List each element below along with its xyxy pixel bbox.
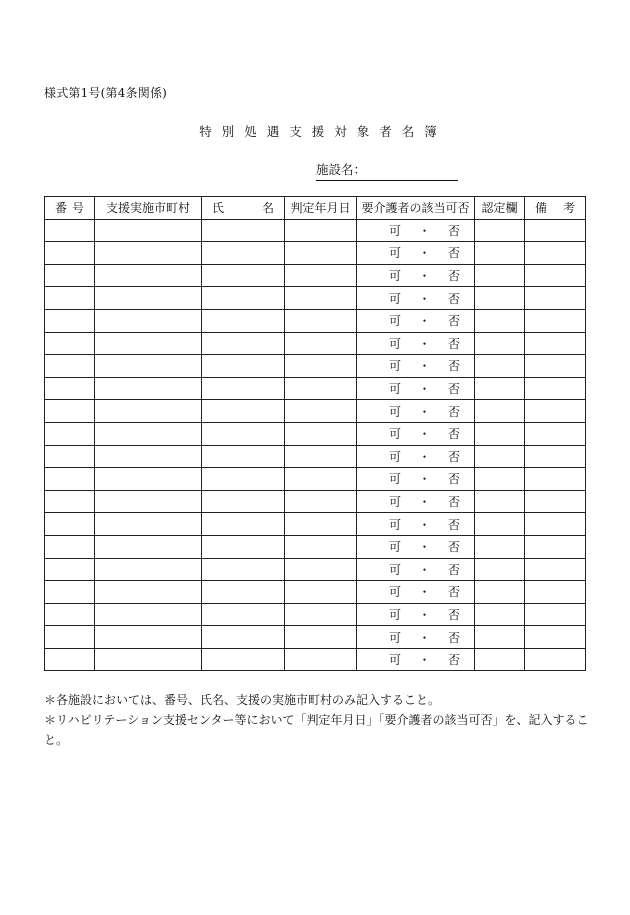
cell-approval[interactable] <box>475 355 525 378</box>
option-yes[interactable]: 可 <box>389 472 402 487</box>
cell-eligibility[interactable] <box>357 219 475 242</box>
table-row <box>45 626 586 649</box>
header-name: 氏 名 <box>202 197 285 220</box>
option-separator: ・ <box>418 607 431 622</box>
cell-date[interactable] <box>285 264 357 287</box>
table-row <box>45 558 586 581</box>
cell-date[interactable] <box>285 422 357 445</box>
cell-approval[interactable] <box>475 332 525 355</box>
option-no[interactable]: 否 <box>447 269 460 284</box>
cell-eligibility[interactable] <box>357 287 475 310</box>
table-row <box>45 377 586 400</box>
table-row <box>45 490 586 513</box>
option-yes[interactable]: 可 <box>389 404 402 419</box>
cell-date[interactable] <box>285 355 357 378</box>
table-row <box>45 264 586 287</box>
cell-number[interactable] <box>45 445 95 468</box>
option-separator: ・ <box>418 517 431 532</box>
cell-municipality[interactable] <box>95 468 202 491</box>
cell-remarks[interactable] <box>525 445 586 468</box>
header-eligibility: 要介護者の該当可否 <box>357 197 475 220</box>
cell-name[interactable] <box>202 626 285 649</box>
eligibility-options <box>357 493 474 510</box>
table-row <box>45 219 586 242</box>
table-row <box>45 309 586 332</box>
table-row <box>45 242 586 265</box>
cell-name[interactable] <box>202 219 285 242</box>
document-title: 特別処遇支援対象者名簿 <box>199 124 447 139</box>
table-row <box>45 581 586 604</box>
note-1: ＊各施設においては、番号、氏名、支援の実施市町村のみ記入すること。 <box>44 693 441 707</box>
table-header-row <box>45 197 586 220</box>
cell-approval[interactable] <box>475 377 525 400</box>
cell-date[interactable] <box>285 332 357 355</box>
option-no[interactable]: 否 <box>447 495 460 510</box>
cell-number[interactable] <box>45 332 95 355</box>
cell-municipality[interactable] <box>95 490 202 513</box>
header-date: 判定年月日 <box>285 197 357 220</box>
cell-eligibility[interactable] <box>357 264 475 287</box>
eligibility-options <box>357 516 474 533</box>
cell-approval[interactable] <box>475 626 525 649</box>
option-yes[interactable]: 可 <box>389 653 402 668</box>
option-no[interactable]: 否 <box>447 404 460 419</box>
option-separator: ・ <box>418 540 431 555</box>
cell-name[interactable] <box>202 445 285 468</box>
cell-date[interactable] <box>285 377 357 400</box>
cell-approval[interactable] <box>475 558 525 581</box>
facility-name-label: 施設名： <box>316 162 367 177</box>
cell-name[interactable] <box>202 648 285 671</box>
cell-name[interactable] <box>202 581 285 604</box>
option-yes[interactable]: 可 <box>389 291 402 306</box>
option-no[interactable]: 否 <box>447 630 460 645</box>
option-separator: ・ <box>418 336 431 351</box>
cell-municipality[interactable] <box>95 603 202 626</box>
option-yes[interactable]: 可 <box>389 585 402 600</box>
eligibility-options <box>357 403 474 420</box>
cell-name[interactable] <box>202 400 285 423</box>
cell-remarks[interactable] <box>525 513 586 536</box>
cell-remarks[interactable] <box>525 422 586 445</box>
cell-name[interactable] <box>202 287 285 310</box>
cell-approval[interactable] <box>475 219 525 242</box>
table-row <box>45 535 586 558</box>
cell-date[interactable] <box>285 242 357 265</box>
table-row <box>45 445 586 468</box>
cell-eligibility[interactable] <box>357 626 475 649</box>
cell-eligibility[interactable] <box>357 332 475 355</box>
option-separator: ・ <box>418 630 431 645</box>
cell-date[interactable] <box>285 581 357 604</box>
form-reference: 様式第1号(第4条関係) <box>44 86 168 100</box>
table-row <box>45 422 586 445</box>
cell-remarks[interactable] <box>525 603 586 626</box>
cell-number[interactable] <box>45 264 95 287</box>
option-separator: ・ <box>418 653 431 668</box>
option-yes[interactable]: 可 <box>389 449 402 464</box>
cell-remarks[interactable] <box>525 242 586 265</box>
option-separator: ・ <box>418 495 431 510</box>
cell-number[interactable] <box>45 242 95 265</box>
cell-number[interactable] <box>45 581 95 604</box>
eligibility-options <box>357 651 474 668</box>
option-no[interactable]: 否 <box>447 653 460 668</box>
option-yes[interactable]: 可 <box>389 607 402 622</box>
cell-name[interactable] <box>202 513 285 536</box>
roster-table <box>44 196 586 671</box>
cell-approval[interactable] <box>475 603 525 626</box>
cell-approval[interactable] <box>475 287 525 310</box>
option-separator: ・ <box>418 404 431 419</box>
eligibility-options <box>357 335 474 352</box>
cell-eligibility[interactable] <box>357 581 475 604</box>
cell-number[interactable] <box>45 603 95 626</box>
cell-date[interactable] <box>285 513 357 536</box>
cell-name[interactable] <box>202 535 285 558</box>
option-yes[interactable]: 可 <box>389 427 402 442</box>
option-yes[interactable]: 可 <box>389 359 402 374</box>
cell-municipality[interactable] <box>95 377 202 400</box>
cell-number[interactable] <box>45 626 95 649</box>
table-row <box>45 513 586 536</box>
cell-approval[interactable] <box>475 400 525 423</box>
cell-number[interactable] <box>45 468 95 491</box>
option-no[interactable]: 否 <box>447 336 460 351</box>
cell-municipality[interactable] <box>95 400 202 423</box>
cell-remarks[interactable] <box>525 558 586 581</box>
cell-eligibility[interactable] <box>357 603 475 626</box>
option-no[interactable]: 否 <box>447 291 460 306</box>
table-row <box>45 355 586 378</box>
option-no[interactable]: 否 <box>447 314 460 329</box>
option-no[interactable]: 否 <box>447 246 460 261</box>
cell-name[interactable] <box>202 242 285 265</box>
cell-approval[interactable] <box>475 648 525 671</box>
table-row <box>45 648 586 671</box>
cell-approval[interactable] <box>475 422 525 445</box>
cell-date[interactable] <box>285 490 357 513</box>
eligibility-options <box>357 629 474 646</box>
cell-number[interactable] <box>45 535 95 558</box>
cell-date[interactable] <box>285 445 357 468</box>
cell-eligibility[interactable] <box>357 513 475 536</box>
cell-name[interactable] <box>202 490 285 513</box>
option-yes[interactable]: 可 <box>389 223 402 238</box>
table-row <box>45 332 586 355</box>
cell-approval[interactable] <box>475 445 525 468</box>
cell-number[interactable] <box>45 309 95 332</box>
option-separator: ・ <box>418 246 431 261</box>
option-no[interactable]: 否 <box>447 449 460 464</box>
cell-remarks[interactable] <box>525 377 586 400</box>
cell-eligibility[interactable] <box>357 490 475 513</box>
cell-number[interactable] <box>45 513 95 536</box>
cell-municipality[interactable] <box>95 264 202 287</box>
option-separator: ・ <box>418 449 431 464</box>
cell-approval[interactable] <box>475 468 525 491</box>
option-yes[interactable]: 可 <box>389 336 402 351</box>
cell-remarks[interactable] <box>525 490 586 513</box>
cell-municipality[interactable] <box>95 581 202 604</box>
header-approval: 認定欄 <box>475 197 525 220</box>
eligibility-options <box>357 380 474 397</box>
cell-remarks[interactable] <box>525 626 586 649</box>
cell-municipality[interactable] <box>95 287 202 310</box>
cell-name[interactable] <box>202 309 285 332</box>
option-no[interactable]: 否 <box>447 585 460 600</box>
option-yes[interactable]: 可 <box>389 269 402 284</box>
cell-name[interactable] <box>202 332 285 355</box>
cell-name[interactable] <box>202 355 285 378</box>
cell-municipality[interactable] <box>95 445 202 468</box>
table-row <box>45 603 586 626</box>
cell-name[interactable] <box>202 264 285 287</box>
cell-number[interactable] <box>45 558 95 581</box>
cell-approval[interactable] <box>475 581 525 604</box>
table-row <box>45 287 586 310</box>
cell-number[interactable] <box>45 648 95 671</box>
cell-date[interactable] <box>285 626 357 649</box>
option-separator: ・ <box>418 585 431 600</box>
cell-municipality[interactable] <box>95 332 202 355</box>
eligibility-options <box>357 244 474 261</box>
cell-approval[interactable] <box>475 513 525 536</box>
cell-approval[interactable] <box>475 309 525 332</box>
cell-eligibility[interactable] <box>357 535 475 558</box>
cell-remarks[interactable] <box>525 355 586 378</box>
option-separator: ・ <box>418 562 431 577</box>
cell-approval[interactable] <box>475 264 525 287</box>
notes <box>44 690 589 750</box>
option-no[interactable]: 否 <box>447 562 460 577</box>
option-no[interactable]: 否 <box>447 540 460 555</box>
cell-remarks[interactable] <box>525 287 586 310</box>
option-no[interactable]: 否 <box>447 472 460 487</box>
table-row <box>45 468 586 491</box>
cell-remarks[interactable] <box>525 400 586 423</box>
eligibility-options <box>357 538 474 555</box>
cell-municipality[interactable] <box>95 309 202 332</box>
cell-remarks[interactable] <box>525 332 586 355</box>
header-remarks: 備 考 <box>525 197 586 220</box>
option-separator: ・ <box>418 427 431 442</box>
option-separator: ・ <box>418 472 431 487</box>
cell-date[interactable] <box>285 648 357 671</box>
option-no[interactable]: 否 <box>447 382 460 397</box>
option-no[interactable]: 否 <box>447 359 460 374</box>
cell-date[interactable] <box>285 219 357 242</box>
cell-remarks[interactable] <box>525 535 586 558</box>
cell-date[interactable] <box>285 400 357 423</box>
cell-name[interactable] <box>202 422 285 445</box>
option-no[interactable]: 否 <box>447 607 460 622</box>
cell-name[interactable] <box>202 558 285 581</box>
option-no[interactable]: 否 <box>447 427 460 442</box>
eligibility-options <box>357 606 474 623</box>
table-row <box>45 400 586 423</box>
cell-date[interactable] <box>285 535 357 558</box>
eligibility-options <box>357 267 474 284</box>
cell-date[interactable] <box>285 468 357 491</box>
cell-eligibility[interactable] <box>357 400 475 423</box>
option-yes[interactable]: 可 <box>389 540 402 555</box>
option-separator: ・ <box>418 314 431 329</box>
cell-name[interactable] <box>202 468 285 491</box>
cell-eligibility[interactable] <box>357 309 475 332</box>
cell-municipality[interactable] <box>95 219 202 242</box>
cell-eligibility[interactable] <box>357 648 475 671</box>
eligibility-options <box>357 583 474 600</box>
eligibility-options <box>357 448 474 465</box>
option-yes[interactable]: 可 <box>389 517 402 532</box>
cell-approval[interactable] <box>475 535 525 558</box>
eligibility-options <box>357 425 474 442</box>
cell-number[interactable] <box>45 219 95 242</box>
cell-municipality[interactable] <box>95 558 202 581</box>
option-yes[interactable]: 可 <box>389 562 402 577</box>
cell-eligibility[interactable] <box>357 468 475 491</box>
eligibility-options <box>357 312 474 329</box>
cell-eligibility[interactable] <box>357 422 475 445</box>
cell-eligibility[interactable] <box>357 377 475 400</box>
cell-municipality[interactable] <box>95 648 202 671</box>
cell-municipality[interactable] <box>95 513 202 536</box>
option-no[interactable]: 否 <box>447 223 460 238</box>
option-yes[interactable]: 可 <box>389 246 402 261</box>
cell-number[interactable] <box>45 490 95 513</box>
cell-municipality[interactable] <box>95 626 202 649</box>
option-yes[interactable]: 可 <box>389 495 402 510</box>
cell-name[interactable] <box>202 377 285 400</box>
option-yes[interactable]: 可 <box>389 382 402 397</box>
cell-name[interactable] <box>202 603 285 626</box>
cell-date[interactable] <box>285 287 357 310</box>
cell-number[interactable] <box>45 355 95 378</box>
facility-name-field[interactable] <box>316 160 458 181</box>
option-separator: ・ <box>418 382 431 397</box>
cell-remarks[interactable] <box>525 264 586 287</box>
cell-number[interactable] <box>45 377 95 400</box>
cell-date[interactable] <box>285 309 357 332</box>
cell-date[interactable] <box>285 603 357 626</box>
cell-municipality[interactable] <box>95 535 202 558</box>
option-separator: ・ <box>418 223 431 238</box>
header-municipality: 支援実施市町村 <box>95 197 202 220</box>
option-yes[interactable]: 可 <box>389 630 402 645</box>
cell-eligibility[interactable] <box>357 355 475 378</box>
option-separator: ・ <box>418 291 431 306</box>
header-number: 番 号 <box>45 197 95 220</box>
option-separator: ・ <box>418 359 431 374</box>
cell-municipality[interactable] <box>95 242 202 265</box>
cell-number[interactable] <box>45 287 95 310</box>
eligibility-options <box>357 561 474 578</box>
cell-municipality[interactable] <box>95 422 202 445</box>
cell-date[interactable] <box>285 558 357 581</box>
option-yes[interactable]: 可 <box>389 314 402 329</box>
cell-municipality[interactable] <box>95 355 202 378</box>
cell-number[interactable] <box>45 400 95 423</box>
note-2: ＊リハビリテーション支援センター等において「判定年月日」「要介護者の該当可否」を、記入すること。 <box>44 713 589 747</box>
cell-remarks[interactable] <box>525 309 586 332</box>
cell-eligibility[interactable] <box>357 558 475 581</box>
option-no[interactable]: 否 <box>447 517 460 532</box>
cell-number[interactable] <box>45 422 95 445</box>
cell-remarks[interactable] <box>525 648 586 671</box>
cell-remarks[interactable] <box>525 219 586 242</box>
option-separator: ・ <box>418 269 431 284</box>
eligibility-options <box>357 222 474 239</box>
eligibility-options <box>357 357 474 374</box>
eligibility-options <box>357 290 474 307</box>
cell-remarks[interactable] <box>525 468 586 491</box>
cell-approval[interactable] <box>475 490 525 513</box>
cell-eligibility[interactable] <box>357 242 475 265</box>
cell-remarks[interactable] <box>525 581 586 604</box>
cell-approval[interactable] <box>475 242 525 265</box>
eligibility-options <box>357 470 474 487</box>
cell-eligibility[interactable] <box>357 445 475 468</box>
